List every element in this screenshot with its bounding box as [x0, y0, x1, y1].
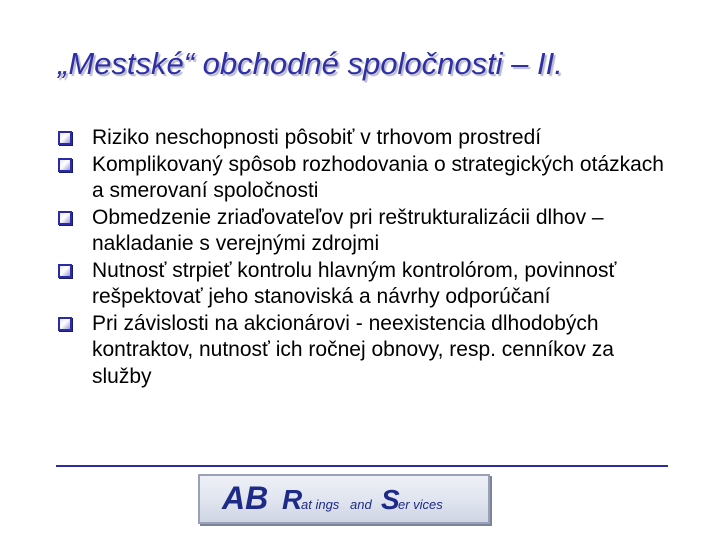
bullet-text: Riziko neschopnosti pôsobiť v trhovom prostredí [92, 126, 542, 149]
logo-graphic [200, 476, 488, 522]
bullet-text: Pri závislosti na akcionárovi - neexistencia dlhodobých kontraktov, nutnosť ich ročnej obnovy, resp. cenníkov za služby [92, 311, 614, 388]
checkbox-square-icon [58, 131, 72, 145]
bullet-list [56, 125, 676, 390]
bullet-item [56, 125, 676, 152]
logo-ab: AB [222, 480, 269, 516]
checkbox-square-icon [58, 211, 72, 225]
slide-title: „Mestské“ obchodné spoločnosti – II. [58, 46, 563, 81]
logo-r: R [282, 484, 303, 515]
bullet-text: Komplikovaný spôsob rozhodovania o strategických otázkach a smerovaní spoločnosti [92, 152, 664, 202]
bullet-item [56, 258, 676, 311]
bullet-text: Obmedzenie zriaďovateľov pri reštrukturalizácii dlhov – nakladanie s verejnými zdrojmi [92, 205, 604, 255]
logo-s: S [381, 484, 400, 515]
logo-atings: at ings [301, 497, 340, 512]
company-logo [198, 474, 490, 524]
divider-line [56, 465, 668, 467]
bullet-item [56, 311, 676, 391]
bullet-text: Nutnosť strpieť kontrolu hlavným kontrolórom, povinnosť rešpektovať jeho stanoviská a návrhy odporúčaní [92, 258, 617, 308]
logo-and: and [350, 497, 372, 512]
checkbox-square-icon [58, 158, 72, 172]
bullet-item [56, 152, 676, 205]
logo-ervices: er vices [398, 497, 443, 512]
bullet-item [56, 205, 676, 258]
checkbox-square-icon [58, 317, 72, 331]
checkbox-square-icon [58, 264, 72, 278]
